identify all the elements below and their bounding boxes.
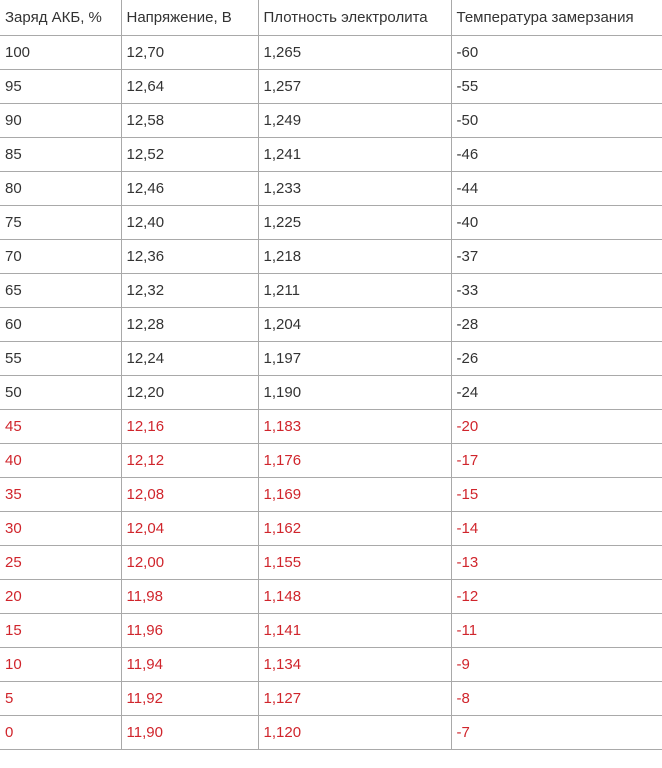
table-row <box>0 171 662 205</box>
cell-charge: 10 <box>0 647 121 681</box>
cell-density: 1,162 <box>258 511 451 545</box>
cell-voltage: 12,28 <box>121 307 258 341</box>
table-row <box>0 69 662 103</box>
cell-freeze-temp: -24 <box>451 375 662 409</box>
cell-charge: 60 <box>0 307 121 341</box>
cell-freeze-temp: -28 <box>451 307 662 341</box>
cell-charge: 20 <box>0 579 121 613</box>
cell-density: 1,134 <box>258 647 451 681</box>
table-row <box>0 35 662 69</box>
cell-charge: 90 <box>0 103 121 137</box>
cell-freeze-temp: -13 <box>451 545 662 579</box>
cell-charge: 25 <box>0 545 121 579</box>
cell-density: 1,225 <box>258 205 451 239</box>
cell-density: 1,176 <box>258 443 451 477</box>
header-voltage: Напряжение, В <box>121 0 258 35</box>
table-row <box>0 579 662 613</box>
cell-voltage: 11,96 <box>121 613 258 647</box>
cell-density: 1,148 <box>258 579 451 613</box>
cell-freeze-temp: -33 <box>451 273 662 307</box>
cell-voltage: 12,04 <box>121 511 258 545</box>
cell-charge: 15 <box>0 613 121 647</box>
cell-voltage: 12,40 <box>121 205 258 239</box>
cell-density: 1,218 <box>258 239 451 273</box>
cell-freeze-temp: -11 <box>451 613 662 647</box>
table-header <box>0 0 662 35</box>
table-row <box>0 409 662 443</box>
cell-freeze-temp: -7 <box>451 715 662 749</box>
cell-density: 1,265 <box>258 35 451 69</box>
cell-density: 1,120 <box>258 715 451 749</box>
cell-voltage: 12,46 <box>121 171 258 205</box>
cell-voltage: 12,20 <box>121 375 258 409</box>
cell-freeze-temp: -50 <box>451 103 662 137</box>
table-row <box>0 103 662 137</box>
header-row <box>0 0 662 35</box>
cell-density: 1,249 <box>258 103 451 137</box>
cell-density: 1,233 <box>258 171 451 205</box>
cell-charge: 65 <box>0 273 121 307</box>
cell-density: 1,141 <box>258 613 451 647</box>
cell-density: 1,190 <box>258 375 451 409</box>
cell-voltage: 12,00 <box>121 545 258 579</box>
table-row <box>0 477 662 511</box>
cell-voltage: 11,98 <box>121 579 258 613</box>
cell-voltage: 12,32 <box>121 273 258 307</box>
cell-charge: 50 <box>0 375 121 409</box>
table-row <box>0 307 662 341</box>
cell-freeze-temp: -26 <box>451 341 662 375</box>
cell-freeze-temp: -44 <box>451 171 662 205</box>
table-row <box>0 443 662 477</box>
cell-voltage: 11,90 <box>121 715 258 749</box>
cell-density: 1,155 <box>258 545 451 579</box>
header-charge: Заряд АКБ, % <box>0 0 121 35</box>
cell-voltage: 12,08 <box>121 477 258 511</box>
cell-freeze-temp: -60 <box>451 35 662 69</box>
cell-density: 1,257 <box>258 69 451 103</box>
cell-freeze-temp: -20 <box>451 409 662 443</box>
cell-freeze-temp: -8 <box>451 681 662 715</box>
table-row <box>0 545 662 579</box>
cell-voltage: 12,24 <box>121 341 258 375</box>
cell-density: 1,169 <box>258 477 451 511</box>
cell-density: 1,127 <box>258 681 451 715</box>
table-row <box>0 375 662 409</box>
cell-charge: 80 <box>0 171 121 205</box>
table-body <box>0 35 662 749</box>
cell-charge: 55 <box>0 341 121 375</box>
cell-freeze-temp: -15 <box>451 477 662 511</box>
cell-voltage: 12,36 <box>121 239 258 273</box>
table-row <box>0 341 662 375</box>
table-row <box>0 137 662 171</box>
cell-charge: 30 <box>0 511 121 545</box>
cell-charge: 0 <box>0 715 121 749</box>
header-freeze-temp: Температура замерзания <box>451 0 662 35</box>
cell-freeze-temp: -12 <box>451 579 662 613</box>
cell-freeze-temp: -17 <box>451 443 662 477</box>
cell-voltage: 11,92 <box>121 681 258 715</box>
cell-density: 1,197 <box>258 341 451 375</box>
table-row <box>0 511 662 545</box>
table-row <box>0 613 662 647</box>
cell-voltage: 12,58 <box>121 103 258 137</box>
cell-density: 1,241 <box>258 137 451 171</box>
cell-voltage: 12,52 <box>121 137 258 171</box>
cell-charge: 70 <box>0 239 121 273</box>
cell-density: 1,183 <box>258 409 451 443</box>
cell-voltage: 12,64 <box>121 69 258 103</box>
cell-charge: 95 <box>0 69 121 103</box>
cell-freeze-temp: -55 <box>451 69 662 103</box>
cell-voltage: 12,70 <box>121 35 258 69</box>
header-density: Плотность электролита <box>258 0 451 35</box>
cell-voltage: 12,16 <box>121 409 258 443</box>
table-row <box>0 681 662 715</box>
table-row <box>0 273 662 307</box>
cell-density: 1,211 <box>258 273 451 307</box>
cell-freeze-temp: -9 <box>451 647 662 681</box>
cell-charge: 45 <box>0 409 121 443</box>
table-row <box>0 647 662 681</box>
table-row <box>0 715 662 749</box>
cell-freeze-temp: -37 <box>451 239 662 273</box>
cell-charge: 40 <box>0 443 121 477</box>
cell-charge: 85 <box>0 137 121 171</box>
cell-density: 1,204 <box>258 307 451 341</box>
cell-freeze-temp: -14 <box>451 511 662 545</box>
cell-charge: 5 <box>0 681 121 715</box>
cell-freeze-temp: -46 <box>451 137 662 171</box>
cell-charge: 100 <box>0 35 121 69</box>
table-row <box>0 239 662 273</box>
cell-freeze-temp: -40 <box>451 205 662 239</box>
cell-charge: 75 <box>0 205 121 239</box>
table-row <box>0 205 662 239</box>
cell-voltage: 12,12 <box>121 443 258 477</box>
cell-charge: 35 <box>0 477 121 511</box>
cell-voltage: 11,94 <box>121 647 258 681</box>
